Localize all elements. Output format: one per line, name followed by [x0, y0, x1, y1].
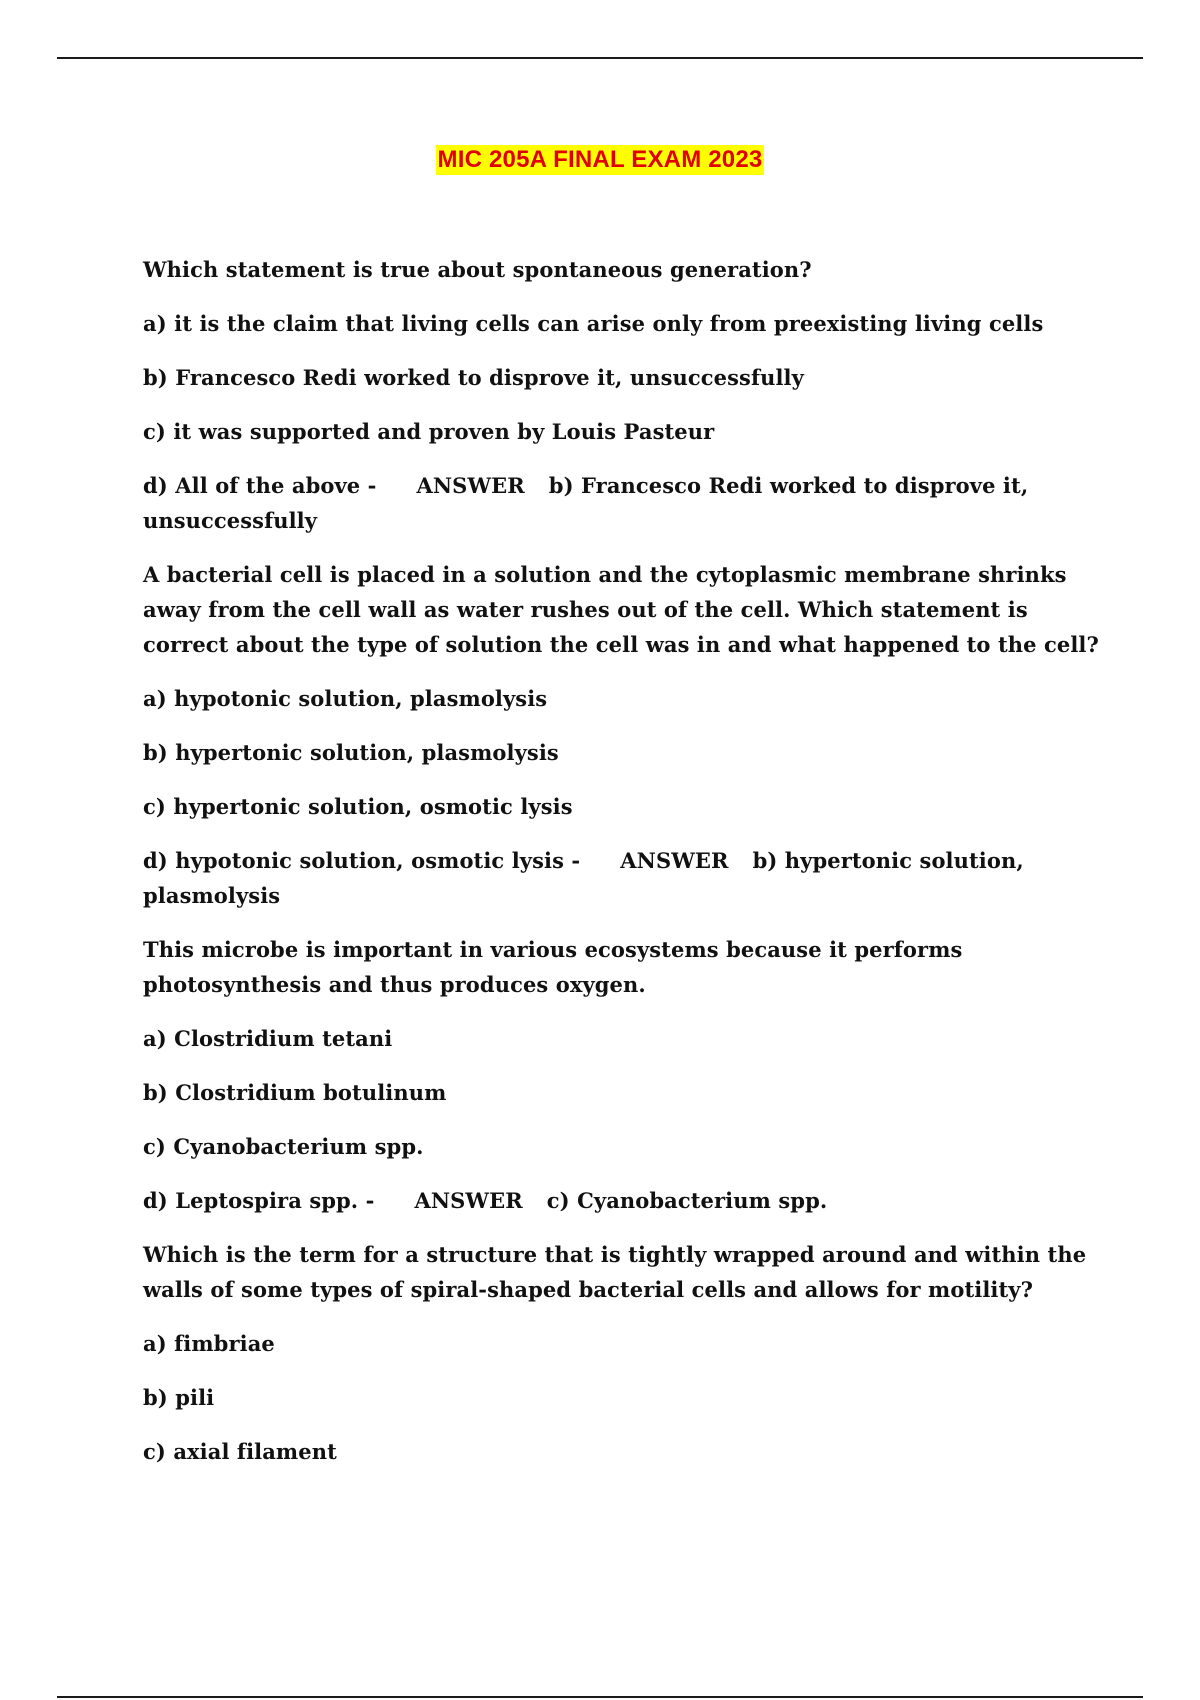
question-prompt: Which statement is true about spontaneous generation? — [143, 257, 812, 282]
exam-content — [143, 252, 1103, 1488]
option-a: a) hypotonic solution, plasmolysis — [143, 686, 548, 711]
option-d-with-answer — [143, 843, 1103, 913]
answer-text: b) hypertonic solution, plasmolysis — [143, 848, 1024, 908]
option-c: c) Cyanobacterium spp. — [143, 1134, 424, 1159]
question-1 — [143, 252, 1103, 538]
answer-label: ANSWER — [620, 848, 729, 873]
header-rule — [57, 57, 1143, 59]
option-b: b) Francesco Redi worked to disprove it, unsuccessfully — [143, 365, 804, 390]
question-3 — [143, 932, 1103, 1218]
option-b: b) hypertonic solution, plasmolysis — [143, 740, 559, 765]
option-d: d) All of the above - — [143, 473, 377, 498]
question-prompt: A bacterial cell is placed in a solution and the cytoplasmic membrane shrinks away from the cell wall as water rushes out of the cell. Which statement is correct about the type of solution the cell was in and what happened to the cell? — [143, 562, 1099, 657]
option-d-with-answer — [143, 1183, 1103, 1218]
footer-rule — [57, 1696, 1143, 1698]
answer-text: c) Cyanobacterium spp. — [546, 1188, 828, 1213]
option-c: c) it was supported and proven by Louis Pasteur — [143, 419, 715, 444]
question-2 — [143, 557, 1103, 913]
question-4 — [143, 1237, 1103, 1469]
option-a: a) fimbriae — [143, 1331, 275, 1356]
document-title: MIC 205A FINAL EXAM 2023 — [437, 146, 763, 173]
title-container — [0, 145, 1200, 175]
option-b: b) pili — [143, 1385, 215, 1410]
option-a: a) Clostridium tetani — [143, 1026, 393, 1051]
option-d-with-answer — [143, 468, 1103, 538]
option-d: d) hypotonic solution, osmotic lysis - — [143, 848, 581, 873]
option-a: a) it is the claim that living cells can arise only from preexisting living cells — [143, 311, 1044, 336]
option-b: b) Clostridium botulinum — [143, 1080, 447, 1105]
answer-text: b) Francesco Redi worked to disprove it, unsuccessfully — [143, 473, 1029, 533]
question-prompt: Which is the term for a structure that is tightly wrapped around and within the walls of some types of spiral-shaped bacterial cells and allows for motility? — [143, 1242, 1087, 1302]
option-c: c) hypertonic solution, osmotic lysis — [143, 794, 573, 819]
question-prompt: This microbe is important in various ecosystems because it performs photosynthesis and thus produces oxygen. — [143, 937, 963, 997]
answer-label: ANSWER — [414, 1188, 523, 1213]
option-d: d) Leptospira spp. - — [143, 1188, 375, 1213]
option-c: c) axial filament — [143, 1439, 337, 1464]
answer-label: ANSWER — [416, 473, 525, 498]
